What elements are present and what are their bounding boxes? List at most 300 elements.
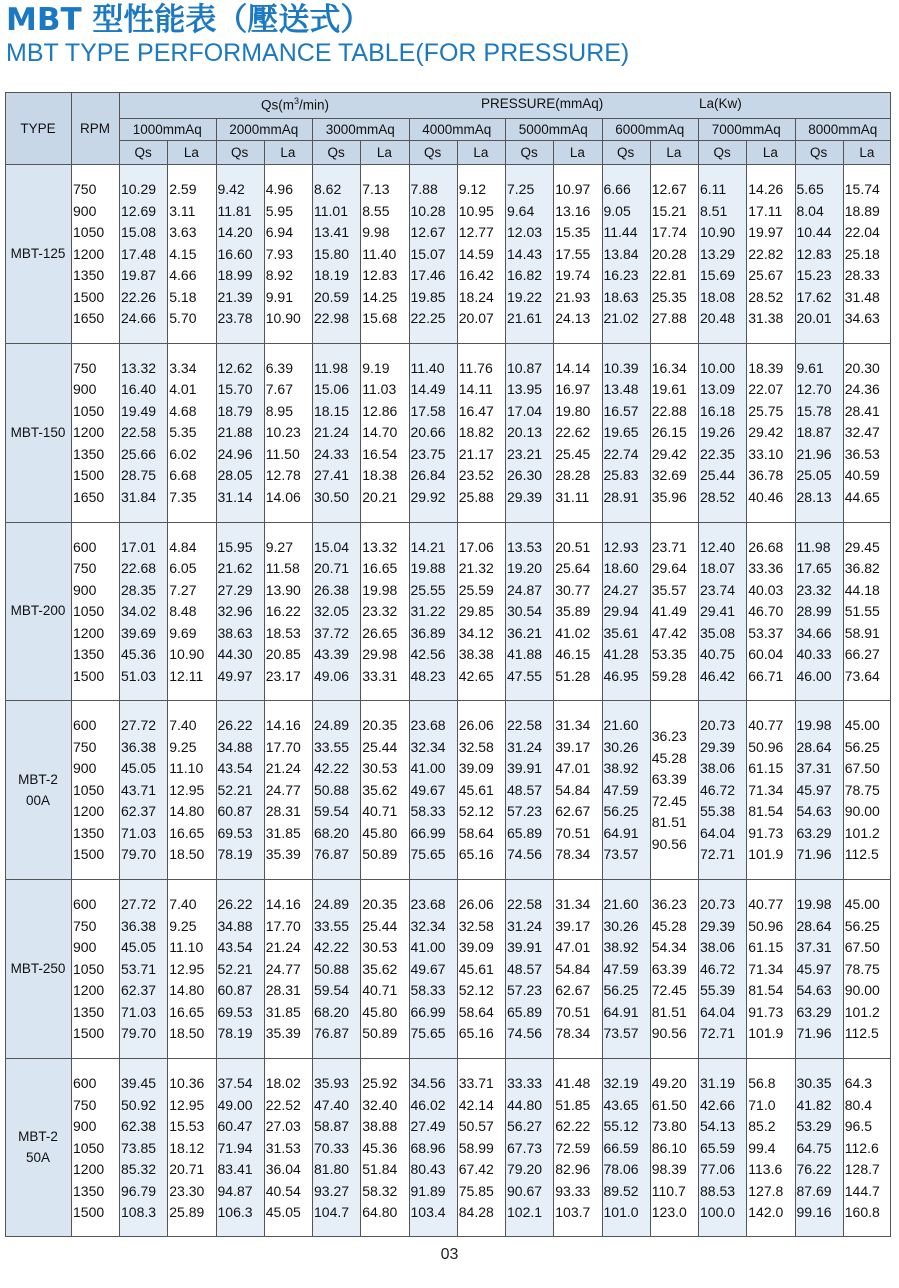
qs-column-cell	[216, 1058, 264, 1237]
grid-line	[167, 140, 168, 1237]
grid-line	[312, 118, 313, 1237]
qs-value: 40.75	[700, 646, 736, 663]
la-value: 22.52	[265, 1096, 301, 1113]
la-value: 78.75	[844, 781, 880, 798]
qs-value: 6.66	[603, 181, 631, 197]
qs-value: 68.20	[314, 824, 350, 841]
qs-value: 25.66	[121, 445, 157, 462]
qs-value: 20.73	[700, 896, 736, 913]
qs-value: 47.55	[507, 667, 543, 684]
qs-value: 24.89	[314, 896, 350, 913]
la-column-cell	[843, 1058, 891, 1237]
qs-value: 32.34	[410, 738, 446, 755]
qs-column-cell	[505, 1058, 553, 1237]
qs-value: 19.22	[507, 288, 543, 305]
rpm-value: 600	[73, 896, 97, 913]
la-value: 73.80	[651, 1118, 687, 1134]
la-value: 29.64	[651, 560, 687, 577]
la-value: 90.00	[844, 982, 880, 999]
qs-column-cell	[505, 879, 553, 1058]
la-value: 31.34	[555, 896, 591, 913]
qs-value: 10.29	[121, 181, 157, 197]
qs-value: 65.89	[507, 1003, 543, 1020]
la-value: 28.52	[748, 288, 784, 305]
qs-value: 36.21	[507, 624, 543, 641]
qs-value: 30.26	[603, 917, 639, 934]
qs-value: 45.05	[121, 939, 157, 956]
qs-value: 16.40	[121, 381, 157, 398]
la-value: 20.28	[651, 245, 687, 262]
la-value: 17.70	[265, 917, 301, 934]
qs-value: 18.15	[314, 402, 350, 419]
qs-value: 32.34	[410, 917, 446, 934]
la-value: 22.88	[651, 402, 687, 419]
model-cell: MBT-250A	[5, 1058, 71, 1237]
grid-line	[360, 140, 361, 1237]
la-value: 19.61	[651, 381, 687, 398]
qs-value: 39.91	[507, 760, 543, 777]
la-value: 17.55	[555, 245, 591, 262]
qs-value: 46.00	[796, 667, 832, 684]
la-value: 8.48	[169, 603, 197, 620]
qs-value: 18.07	[700, 560, 736, 577]
la-value: 64.3	[844, 1075, 872, 1091]
la-value: 12.95	[169, 781, 205, 798]
qs-value: 23.74	[700, 581, 736, 598]
la-value: 10.90	[265, 310, 301, 326]
qs-value: 22.35	[700, 445, 736, 462]
qs-value: 41.88	[507, 646, 543, 663]
qs-value: 18.99	[217, 267, 253, 283]
la-value: 21.24	[265, 939, 301, 956]
qs-column-cell	[698, 700, 746, 879]
qs-value: 9.05	[603, 202, 631, 219]
la-value: 91.73	[748, 1003, 784, 1020]
rpm-value: 900	[73, 1118, 97, 1134]
rpm-value: 1200	[73, 424, 105, 441]
header-qs: Qs	[505, 140, 553, 164]
la-value: 144.7	[844, 1182, 880, 1199]
qs-value: 26.84	[410, 467, 446, 484]
rpm-value: 1050	[73, 781, 105, 798]
qs-value: 17.04	[507, 402, 543, 419]
qs-value: 108.3	[121, 1204, 157, 1220]
qs-column-cell	[795, 879, 843, 1058]
la-value: 30.77	[555, 581, 591, 598]
qs-value: 10.44	[796, 224, 832, 240]
qs-value: 44.30	[217, 646, 253, 663]
qs-value: 19.20	[507, 560, 543, 577]
la-column-cell	[843, 879, 891, 1058]
la-value: 112.6	[844, 1139, 879, 1156]
model-cell: MBT-150	[5, 343, 71, 522]
qs-value: 19.98	[796, 896, 832, 913]
la-value: 27.88	[651, 310, 687, 326]
header-pressure-7: 7000mmAq	[698, 118, 795, 140]
qs-value: 24.89	[314, 717, 350, 734]
header-pressure-6: 6000mmAq	[602, 118, 699, 140]
la-value: 33.31	[362, 667, 398, 684]
qs-value: 13.09	[700, 381, 736, 398]
qs-column-cell	[119, 522, 167, 701]
qs-value: 15.95	[217, 538, 253, 555]
qs-value: 55.38	[700, 803, 736, 820]
rpm-value: 1200	[73, 245, 105, 262]
la-value: 9.25	[169, 738, 197, 755]
la-value: 56.25	[844, 738, 880, 755]
qs-value: 41.00	[410, 939, 446, 956]
la-value: 36.82	[844, 560, 880, 577]
rpm-value: 900	[73, 381, 97, 398]
la-value: 66.71	[748, 667, 784, 684]
la-column-cell	[553, 1058, 601, 1237]
qs-value: 12.70	[796, 381, 832, 398]
qs-value: 24.27	[603, 581, 639, 598]
qs-value: 71.94	[217, 1139, 253, 1156]
header-pressure-8: 8000mmAq	[795, 118, 892, 140]
la-value: 4.15	[169, 245, 197, 262]
la-value: 112.5	[844, 846, 879, 863]
qs-value: 62.37	[121, 803, 157, 820]
la-value: 45.28	[651, 749, 687, 766]
la-value: 23.17	[265, 667, 301, 684]
qs-column-cell	[698, 164, 746, 343]
qs-value: 15.04	[314, 538, 350, 555]
qs-value: 34.88	[217, 738, 253, 755]
qs-value: 35.61	[603, 624, 639, 641]
la-value: 4.68	[169, 402, 197, 419]
la-value: 29.42	[651, 445, 687, 462]
qs-column-cell	[602, 522, 650, 701]
la-value: 7.27	[169, 581, 197, 598]
qs-value: 52.21	[217, 960, 253, 977]
qs-value: 30.35	[796, 1075, 832, 1091]
la-value: 91.73	[748, 824, 784, 841]
qs-column-cell	[602, 164, 650, 343]
qs-value: 55.39	[700, 982, 736, 999]
qs-value: 27.29	[217, 581, 253, 598]
la-value: 110.7	[651, 1182, 686, 1199]
la-column-cell	[553, 879, 601, 1058]
la-value: 33.36	[748, 560, 784, 577]
la-value: 7.67	[265, 381, 293, 398]
model-cell: MBT-250	[5, 879, 71, 1058]
qs-value: 19.87	[121, 267, 157, 283]
qs-value: 20.01	[796, 310, 832, 326]
qs-value: 19.98	[796, 717, 832, 734]
la-value: 113.6	[748, 1161, 783, 1177]
qs-value: 23.75	[410, 445, 446, 462]
la-column-cell	[650, 164, 698, 343]
qs-value: 25.83	[603, 467, 639, 484]
la-column-cell	[264, 343, 312, 522]
la-value: 40.03	[748, 581, 784, 598]
qs-value: 23.32	[796, 581, 832, 598]
la-value: 11.10	[169, 760, 204, 777]
qs-value: 19.26	[700, 424, 736, 441]
la-value: 67.42	[458, 1161, 494, 1177]
la-column-cell	[650, 522, 698, 701]
qs-value: 30.50	[314, 488, 350, 505]
qs-column-cell	[409, 1058, 457, 1237]
la-value: 35.96	[651, 488, 687, 505]
la-column-cell	[167, 522, 215, 701]
la-value: 45.28	[651, 917, 687, 934]
la-value: 61.50	[651, 1096, 687, 1113]
la-value: 53.35	[651, 646, 687, 663]
qs-value: 18.87	[796, 424, 832, 441]
la-column-cell	[167, 1058, 215, 1237]
la-value: 41.02	[555, 624, 591, 641]
qs-value: 23.68	[410, 717, 446, 734]
la-value: 78.34	[555, 846, 591, 863]
qs-value: 11.98	[314, 359, 348, 376]
la-column-cell	[746, 343, 794, 522]
qs-value: 32.96	[217, 603, 253, 620]
qs-value: 59.54	[314, 982, 350, 999]
la-column-cell	[167, 343, 215, 522]
header-la: La	[553, 140, 601, 164]
la-value: 2.59	[169, 181, 197, 197]
rpm-value: 1050	[73, 603, 105, 620]
la-value: 101.9	[748, 1025, 784, 1042]
la-value: 14.70	[362, 424, 398, 441]
qs-column-cell	[795, 522, 843, 701]
la-value: 45.36	[362, 1139, 398, 1156]
la-value: 39.09	[458, 939, 494, 956]
la-value: 45.00	[844, 896, 880, 913]
qs-value: 21.60	[603, 896, 639, 913]
qs-value: 16.82	[507, 267, 543, 283]
la-value: 26.06	[458, 896, 494, 913]
grid-line	[698, 118, 699, 1237]
la-value: 29.45	[844, 538, 880, 555]
qs-value: 25.55	[410, 581, 446, 598]
la-value: 18.39	[748, 359, 784, 376]
la-value: 21.17	[458, 445, 494, 462]
la-value: 31.48	[844, 288, 880, 305]
qs-column-cell	[312, 1058, 360, 1237]
la-column-cell	[457, 879, 505, 1058]
la-value: 18.82	[458, 424, 494, 441]
la-value: 25.35	[651, 288, 687, 305]
model-cell: MBT-200	[5, 522, 71, 701]
qs-value: 22.74	[603, 445, 639, 462]
la-value: 53.37	[748, 624, 784, 641]
qs-value: 40.33	[796, 646, 832, 663]
qs-value: 50.88	[314, 781, 350, 798]
qs-value: 20.71	[314, 560, 350, 577]
qs-value: 28.64	[796, 917, 832, 934]
qs-value: 48.23	[410, 667, 446, 684]
la-value: 12.86	[362, 402, 398, 419]
la-value: 67.50	[844, 760, 880, 777]
qs-value: 29.39	[700, 917, 736, 934]
qs-value: 73.57	[603, 846, 639, 863]
qs-value: 27.49	[410, 1118, 446, 1134]
qs-value: 37.54	[217, 1075, 253, 1091]
la-value: 11.58	[265, 560, 300, 577]
la-value: 93.33	[555, 1182, 591, 1199]
header-la: La	[457, 140, 505, 164]
la-value: 45.61	[458, 781, 494, 798]
la-value: 11.50	[265, 445, 300, 462]
la-value: 14.25	[362, 288, 398, 305]
qs-value: 19.88	[410, 560, 446, 577]
la-value: 12.11	[169, 667, 204, 684]
rpm-value: 1500	[73, 467, 105, 484]
qs-value: 10.28	[410, 202, 446, 219]
la-value: 36.78	[748, 467, 784, 484]
la-value: 90.56	[651, 1025, 687, 1042]
qs-value: 29.39	[507, 488, 543, 505]
la-value: 75.85	[458, 1182, 494, 1199]
qs-value: 31.22	[410, 603, 446, 620]
qs-value: 22.98	[314, 310, 350, 326]
la-value: 10.95	[458, 202, 494, 219]
la-value: 18.12	[169, 1139, 205, 1156]
la-value: 14.16	[265, 896, 301, 913]
qs-value: 78.06	[603, 1161, 639, 1177]
qs-value: 76.87	[314, 1025, 350, 1042]
qs-value: 45.05	[121, 760, 157, 777]
la-value: 72.45	[651, 792, 687, 809]
la-column-cell	[264, 164, 312, 343]
la-column-cell	[650, 879, 698, 1058]
qs-value: 34.56	[410, 1075, 446, 1091]
la-value: 35.62	[362, 781, 398, 798]
la-value: 28.31	[265, 982, 301, 999]
la-value: 23.71	[651, 538, 687, 555]
la-value: 18.02	[265, 1075, 301, 1091]
qs-column-cell	[698, 1058, 746, 1237]
la-value: 40.71	[362, 982, 398, 999]
qs-value: 28.35	[121, 581, 157, 598]
qs-value: 16.57	[603, 402, 639, 419]
qs-value: 28.52	[700, 488, 736, 505]
qs-value: 66.99	[410, 1003, 446, 1020]
la-value: 16.97	[555, 381, 591, 398]
la-value: 34.63	[844, 310, 880, 326]
la-value: 82.96	[555, 1161, 591, 1177]
qs-value: 21.61	[507, 310, 543, 326]
la-value: 47.01	[555, 939, 591, 956]
la-value: 11.76	[458, 359, 493, 376]
qs-value: 26.30	[507, 467, 543, 484]
page-title-english: MBT TYPE PERFORMANCE TABLE(FOR PRESSURE)	[6, 39, 630, 67]
qs-column-cell	[698, 522, 746, 701]
la-value: 7.35	[169, 488, 197, 505]
qs-value: 35.93	[314, 1075, 350, 1091]
header-pressure-2: 2000mmAq	[216, 118, 313, 140]
qs-value: 37.72	[314, 624, 350, 641]
la-value: 5.70	[169, 310, 197, 326]
la-value: 16.22	[265, 603, 301, 620]
qs-unit-text: Qs(m	[261, 97, 294, 113]
la-value: 58.64	[458, 824, 494, 841]
la-value: 28.33	[844, 267, 880, 283]
qs-value: 68.96	[410, 1139, 446, 1156]
qs-value: 9.42	[217, 181, 245, 197]
rpm-value: 1500	[73, 288, 105, 305]
la-value: 56.8	[748, 1075, 776, 1091]
qs-value: 19.65	[603, 424, 639, 441]
la-value: 14.16	[265, 717, 301, 734]
la-value: 54.84	[555, 781, 591, 798]
rpm-value: 1650	[73, 310, 105, 326]
la-value: 25.18	[844, 245, 880, 262]
la-value: 14.80	[169, 982, 205, 999]
qs-value: 18.60	[603, 560, 639, 577]
qs-value: 96.79	[121, 1182, 157, 1199]
grid-line	[5, 1236, 891, 1237]
qs-value: 22.58	[121, 424, 157, 441]
rpm-value: 600	[73, 717, 97, 734]
la-column-cell	[553, 522, 601, 701]
la-value: 19.97	[748, 224, 784, 240]
qs-column-cell	[602, 343, 650, 522]
rpm-value: 1350	[73, 267, 105, 283]
qs-value: 74.56	[507, 846, 543, 863]
la-value: 47.01	[555, 760, 591, 777]
la-value: 45.61	[458, 960, 494, 977]
qs-value: 22.58	[507, 896, 543, 913]
la-value: 7.40	[169, 717, 197, 734]
qs-value: 59.54	[314, 803, 350, 820]
qs-value: 42.66	[700, 1096, 736, 1113]
qs-value: 13.41	[314, 224, 350, 240]
qs-value: 101.0	[603, 1204, 639, 1220]
la-column-cell	[457, 164, 505, 343]
qs-value: 52.21	[217, 781, 253, 798]
la-value: 60.04	[748, 646, 784, 663]
qs-value: 26.22	[217, 717, 253, 734]
qs-value: 49.00	[217, 1096, 253, 1113]
qs-value: 12.03	[507, 224, 543, 240]
la-value: 42.65	[458, 667, 494, 684]
qs-value: 26.22	[217, 896, 253, 913]
qs-value: 43.54	[217, 939, 253, 956]
qs-value: 46.72	[700, 960, 736, 977]
la-value: 7.40	[169, 896, 197, 913]
grid-line	[602, 118, 603, 1237]
qs-value: 83.41	[217, 1161, 253, 1177]
la-value: 16.54	[362, 445, 398, 462]
qs-value: 7.25	[507, 181, 535, 197]
la-value: 86.10	[651, 1139, 687, 1156]
la-value: 10.97	[555, 181, 591, 197]
la-value: 17.11	[748, 202, 783, 219]
qs-value: 22.68	[121, 560, 157, 577]
rpm-cell	[71, 522, 119, 701]
la-value: 21.93	[555, 288, 591, 305]
la-value: 54.34	[651, 939, 687, 956]
la-value: 6.39	[265, 359, 293, 376]
qs-value: 44.80	[507, 1096, 543, 1113]
la-value: 78.34	[555, 1025, 591, 1042]
la-value: 19.80	[555, 402, 591, 419]
qs-column-cell	[505, 700, 553, 879]
la-column-cell	[457, 700, 505, 879]
la-value: 4.96	[265, 181, 293, 197]
qs-value: 25.44	[700, 467, 736, 484]
qs-value: 36.38	[121, 917, 157, 934]
qs-value: 65.89	[507, 824, 543, 841]
qs-value: 48.57	[507, 960, 543, 977]
la-value: 40.77	[748, 717, 784, 734]
la-value: 23.30	[169, 1182, 205, 1199]
qs-value: 64.75	[796, 1139, 832, 1156]
